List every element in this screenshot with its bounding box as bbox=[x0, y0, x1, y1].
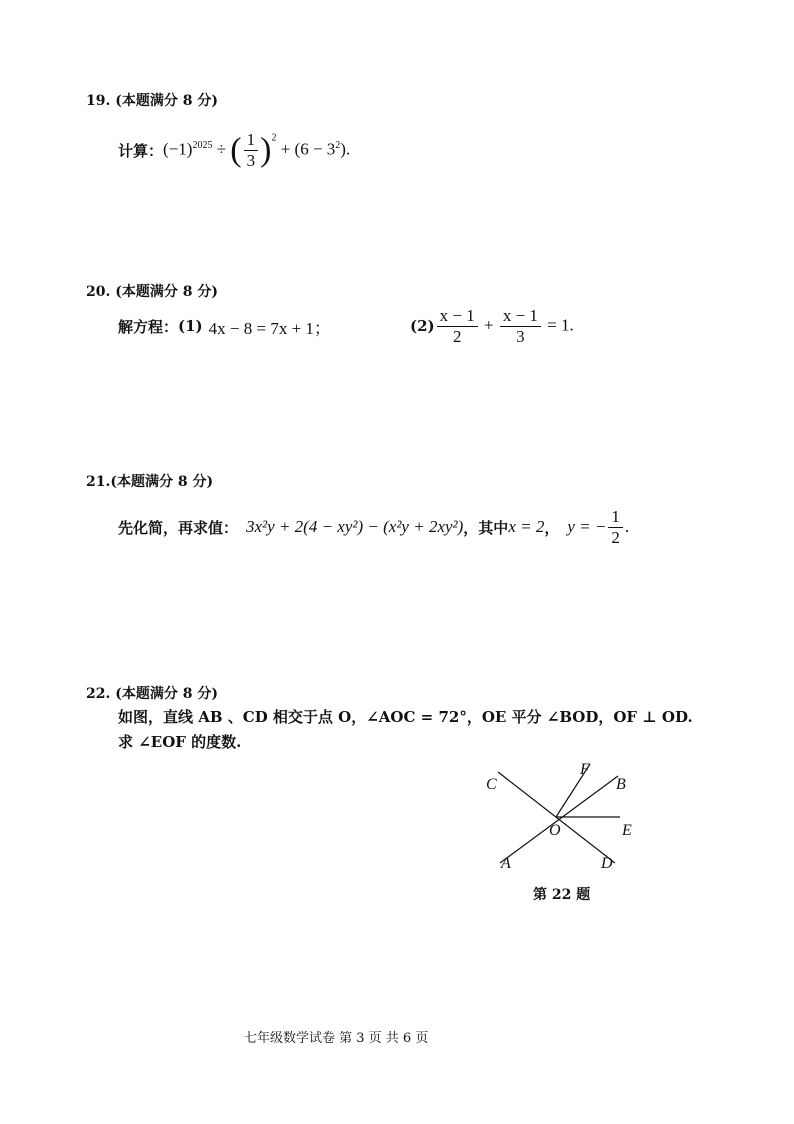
label-F: F bbox=[580, 761, 590, 778]
q20-prompt: 解方程： bbox=[118, 317, 179, 336]
q19-problem bbox=[118, 128, 350, 172]
q20-part1-equation: 4x − 8 = 7x + 1； bbox=[208, 318, 331, 338]
q20-part1-label: (1) bbox=[178, 317, 203, 335]
q20-part2-equation: $\frac{x - 1}{2}$ + $\frac{x - 1}{3}$ = 1. bbox=[435, 306, 574, 347]
label-O: O bbox=[549, 822, 561, 839]
label-E: E bbox=[622, 822, 632, 839]
q22-figure-caption: 第 22 题 bbox=[533, 887, 591, 903]
q20-part2-label: (2) bbox=[410, 317, 435, 335]
q21-title: 21.(本题满分 8 分) bbox=[86, 474, 214, 490]
q21-prompt: 先化简，再求值： bbox=[118, 518, 239, 537]
label-A: A bbox=[501, 855, 511, 872]
q20-title: 20. (本题满分 8 分) bbox=[86, 284, 218, 300]
q21-condition-text: ，其中 bbox=[463, 518, 509, 537]
q19-title: 19. (本题满分 8 分) bbox=[86, 93, 218, 109]
q22-title: 22. (本题满分 8 分) bbox=[86, 686, 218, 702]
label-D: D bbox=[601, 855, 613, 872]
q21-expression: 3x²y + 2(4 − xy²) − (x²y + 2xy²) bbox=[246, 517, 464, 536]
q20-problem bbox=[118, 304, 331, 348]
q22-figure bbox=[470, 755, 650, 880]
label-B: B bbox=[616, 776, 626, 793]
page-footer: 七年级数学试卷 第 3 页 共 6 页 bbox=[244, 1031, 429, 1046]
q19-prompt: 计算： bbox=[118, 141, 164, 160]
q22-line2: 求 ∠EOF 的度数. bbox=[118, 733, 242, 751]
q22-line1: 如图，直线 AB 、CD 相交于点 O，∠AOC = 72°，OE 平分 ∠BOD，OF ⊥ OD. bbox=[118, 708, 693, 726]
q21-condition-y: y = − bbox=[567, 517, 607, 536]
line-AB bbox=[500, 776, 618, 863]
label-C: C bbox=[486, 776, 497, 793]
q19-expression: $(-1)^{2025}$ ÷ ( $\frac{1}{3}$ )$^2 + (6 - 3^2)$. bbox=[163, 129, 351, 170]
q20-part2 bbox=[410, 302, 574, 350]
q21-problem: 先化简，再求值： 3x²y + 2(4 − xy²) − (x²y + 2xy²) ，其中 x = 2 ， y = − $\frac{1}{2}$ . bbox=[118, 506, 630, 547]
q21-condition-x: x = 2 bbox=[508, 517, 545, 536]
